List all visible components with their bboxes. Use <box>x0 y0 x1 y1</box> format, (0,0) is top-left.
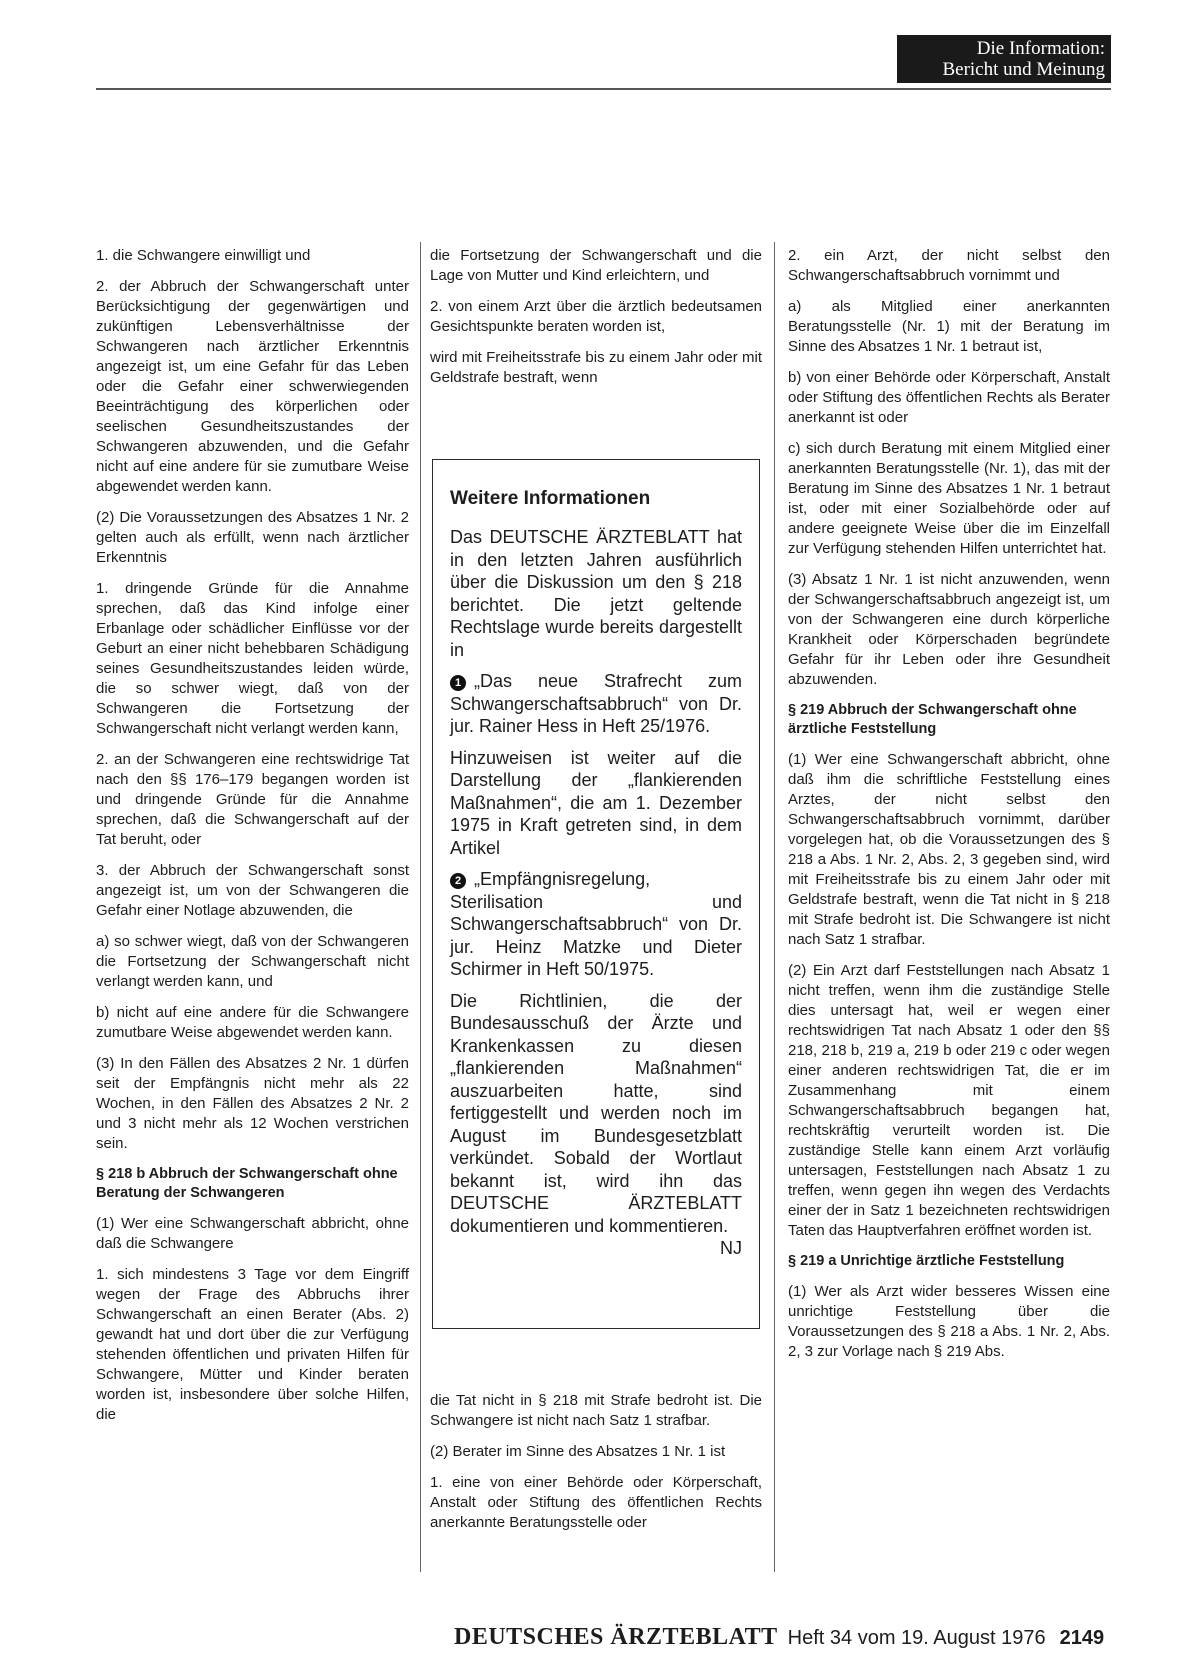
issue-info: Heft 34 vom 19. August 1976 <box>787 1627 1046 1649</box>
paragraph: (3) In den Fällen des Absatzes 2 Nr. 1 dürfen seit der Empfängnis nicht mehr als 22 Wochen, in den Fällen des Absatzes 2 Nr. 2 und 3 nicht mehr als 12 Wochen verstrichen sein. <box>96 1055 409 1152</box>
section-heading: § 219 Abbruch der Schwangerschaft ohne ärztliche Feststellung <box>788 702 1077 737</box>
paragraph: 2. an der Schwangeren eine rechtswidrige Tat nach den §§ 176–179 begangen worden ist und dringende Gründe für die Annahme sprechen, daß die Schwangerschaft auf der Tat beruht, oder <box>96 751 409 848</box>
paragraph: 2. ein Arzt, der nicht selbst den Schwangerschaftsabbruch vornimmt und <box>788 247 1110 284</box>
paragraph: (1) Wer als Arzt wider besseres Wissen eine unrichtige Feststellung über die Voraussetzungen des § 218 a Abs. 1 Nr. 2, Abs. 2, 3 zur Vorlage nach § 219 Abs. <box>788 1283 1110 1360</box>
reference-2-text: „Empfängnisregelung, Sterilisation und Schwangerschaftsabbruch“ von Dr. jur. Heinz Matzke und Dieter Schirmer in Heft 50/1975. <box>450 869 742 979</box>
paragraph: die Tat nicht in § 218 mit Strafe bedroht ist. Die Schwangere ist nicht nach Satz 1 strafbar. <box>430 1392 762 1429</box>
paragraph: 1. dringende Gründe für die Annahme sprechen, daß das Kind infolge einer Erbanlage oder schädlicher Einflüsse vor der Geburt an einer nicht behebbaren Schädigung seines Gesundheitszustandes leiden würde, die so schwer wiegt, daß von der Schwangeren die Fortsetzung der Schwangerschaft nicht verlangt werden kann, <box>96 580 409 737</box>
paragraph: die Fortsetzung der Schwangerschaft und die Lage von Mutter und Kind erleichtern, und <box>430 247 762 284</box>
column-divider-2 <box>774 242 775 1572</box>
paragraph: 1. die Schwangere einwilligt und <box>96 247 311 264</box>
section-label-line2: Bericht und Meinung <box>942 59 1105 80</box>
header-rule <box>96 88 1111 90</box>
paragraph: a) als Mitglied einer anerkannten Beratungsstelle (Nr. 1) mit der Beratung im Sinne des Absatzes 1 Nr. 1 betraut ist, <box>788 298 1110 355</box>
info-box-title: Weitere Informationen <box>450 488 651 509</box>
column-2-bottom <box>430 1391 762 1544</box>
paragraph: 1. eine von einer Behörde oder Körperschaft, Anstalt oder Stiftung des öffentlichen Rechts anerkannte Beratungsstelle oder <box>430 1474 762 1531</box>
author-initials: NJ <box>720 1238 742 1258</box>
column-1 <box>96 246 409 1436</box>
paragraph-text: Die Richtlinien, die der Bundesausschuß der Ärzte und Krankenkassen zu diesen „flankierenden Maßnahmen“ auszuarbeiten hatte, sind fertiggestellt und werden noch im August im Bundesgesetzblatt verkündet. Sobald der Wortlaut bekannt ist, wird ihn das DEUTSCHE ÄRZTEBLATT dokumentieren und kommentieren. <box>450 990 742 1236</box>
reference-1 <box>450 670 742 738</box>
paragraph: b) von einer Behörde oder Körperschaft, Anstalt oder Stiftung des öffentlichen Rechts als Berater anerkannt ist oder <box>788 369 1110 426</box>
column-3 <box>788 246 1110 1373</box>
paragraph: (2) Die Voraussetzungen des Absatzes 1 Nr. 2 gelten auch als erfüllt, wenn nach ärztlicher Erkenntnis <box>96 509 409 566</box>
number-1-icon: 1 <box>450 675 466 691</box>
reference-1-author: von Dr. jur. Rainer Hess in Heft 25/1976. <box>450 693 742 736</box>
paragraph: 2. von einem Arzt über die ärztlich bedeutsamen Gesichtspunkte beraten worden ist, <box>430 298 762 335</box>
section-heading: § 219 a Unrichtige ärztliche Feststellung <box>788 1253 1065 1269</box>
section-label <box>897 35 1111 83</box>
reference-1-title: „Das neue Strafrecht zum Schwangerschaftsabbruch“ <box>450 671 742 714</box>
number-2-icon: 2 <box>450 873 466 889</box>
paragraph: (2) Berater im Sinne des Absatzes 1 Nr. 1 ist <box>430 1443 726 1460</box>
column-divider-1 <box>420 242 421 1572</box>
paragraph: Hinzuweisen ist weiter auf die Darstellung der „flankierenden Maßnahmen“, die am 1. Dezember 1975 in Kraft getreten sind, in dem Artikel <box>450 747 742 858</box>
paragraph: (1) Wer eine Schwangerschaft abbricht, ohne daß ihm die schriftliche Feststellung eines Arztes, der nicht selbst den Schwangerschaftsabbruch vornimmt, darüber vorgelegen hat, ob die Voraussetzungen des § 218 a Abs. 1 Nr. 2, Abs. 2, 3 gegeben sind, wird mit Freiheitsstrafe bis zu einem Jahr oder mit Geldstrafe bestraft, wenn die Tat nicht in § 218 mit Strafe bedroht ist. Die Schwangere ist nicht nach Satz 1 strafbar. <box>788 751 1110 948</box>
paragraph <box>450 990 742 1258</box>
paragraph: (3) Absatz 1 Nr. 1 ist nicht anzuwenden, wenn der Schwangerschaftsabbruch angezeigt ist, um von der Schwangeren eine durch körperliche Krankheit oder Körperschaden begründete Gefahr für ihr Leben oder ihre Gesundheit abzuwenden. <box>788 571 1110 688</box>
paragraph: 2. der Abbruch der Schwangerschaft unter Berücksichtigung der gegenwärtigen und zukünftigen Lebensverhältnisse der Schwangeren nach ärztlicher Erkenntnis angezeigt ist, um eine Gefahr für das Leben oder die Gefahr einer schwerwiegenden Beeinträchtigung des körperlichen oder seelischen Gesundheitszustandes der Schwangeren abzuwenden, und die Gefahr nicht auf eine andere für sie zumutbare Weise abgewendet werden kann. <box>96 278 409 495</box>
section-heading: § 218 b Abbruch der Schwangerschaft ohne Beratung der Schwangeren <box>96 1166 398 1201</box>
page-number: 2149 <box>1059 1627 1105 1649</box>
paragraph: 1. sich mindestens 3 Tage vor dem Eingriff wegen der Frage des Abbruchs ihrer Schwangerschaft an einen Berater (Abs. 2) gewandt hat und dort über die zur Verfügung stehenden öffentlichen und privaten Hilfen für Schwangere, Mütter und Kinder beraten worden ist, insbesondere über solche Hilfen, die <box>96 1266 409 1423</box>
masthead: DEUTSCHES ÄRZTEBLATT <box>454 1624 778 1650</box>
column-2-top <box>430 246 762 399</box>
info-box <box>432 459 760 1329</box>
section-label-line1: Die Information: <box>976 38 1105 59</box>
paragraph: (2) Ein Arzt darf Feststellungen nach Absatz 1 nicht treffen, wenn ihm die zuständige Stelle dies untersagt hat, weil er wegen einer rechtswidrigen Tat nach Absatz 1 oder den §§ 218, 218 b, 219 a, 219 b oder 219 c oder wegen einer anderen rechtswidrigen Tat, die er im Zusammenhang mit einem Schwangerschaftsabbruch begangen hat, rechtskräftig verurteilt worden ist. Die zuständige Stelle kann einem Arzt vorläufig untersagen, Feststellungen nach Absatz 1 zu treffen, wenn gegen ihn wegen des Verdachts einer der in Satz 1 bezeichneten rechtswidrigen Taten das Hauptverfahren eröffnet worden ist. <box>788 962 1110 1239</box>
page-footer <box>454 1624 1105 1658</box>
reference-2 <box>450 868 742 981</box>
paragraph: 3. der Abbruch der Schwangerschaft sonst angezeigt ist, um von der Schwangeren die Gefahr einer Notlage abzuwenden, die <box>96 862 409 919</box>
paragraph: (1) Wer eine Schwangerschaft abbricht, ohne daß die Schwangere <box>96 1215 409 1252</box>
paragraph: b) nicht auf eine andere für die Schwangere zumutbare Weise abgewendet werden kann. <box>96 1004 409 1041</box>
paragraph: a) so schwer wiegt, daß von der Schwangeren die Fortsetzung der Schwangerschaft nicht verlangt werden kann, und <box>96 933 409 990</box>
paragraph: Das DEUTSCHE ÄRZTEBLATT hat in den letzten Jahren ausführlich über die Diskussion um den § 218 berichtet. Die jetzt geltende Rechtslage wurde bereits dargestellt in <box>450 527 742 660</box>
paragraph: c) sich durch Beratung mit einem Mitglied einer anerkannten Beratungsstelle (Nr. 1), das mit der Beratung im Sinne des Absatzes 1 Nr. 1 betraut ist, oder mit einer Sozialbehörde oder auf andere geeignete Weise über die im Einzelfall zur Verfügung stehenden Hilfen unterrichtet hat. <box>788 440 1110 557</box>
paragraph: wird mit Freiheitsstrafe bis zu einem Jahr oder mit Geldstrafe bestraft, wenn <box>430 349 762 386</box>
